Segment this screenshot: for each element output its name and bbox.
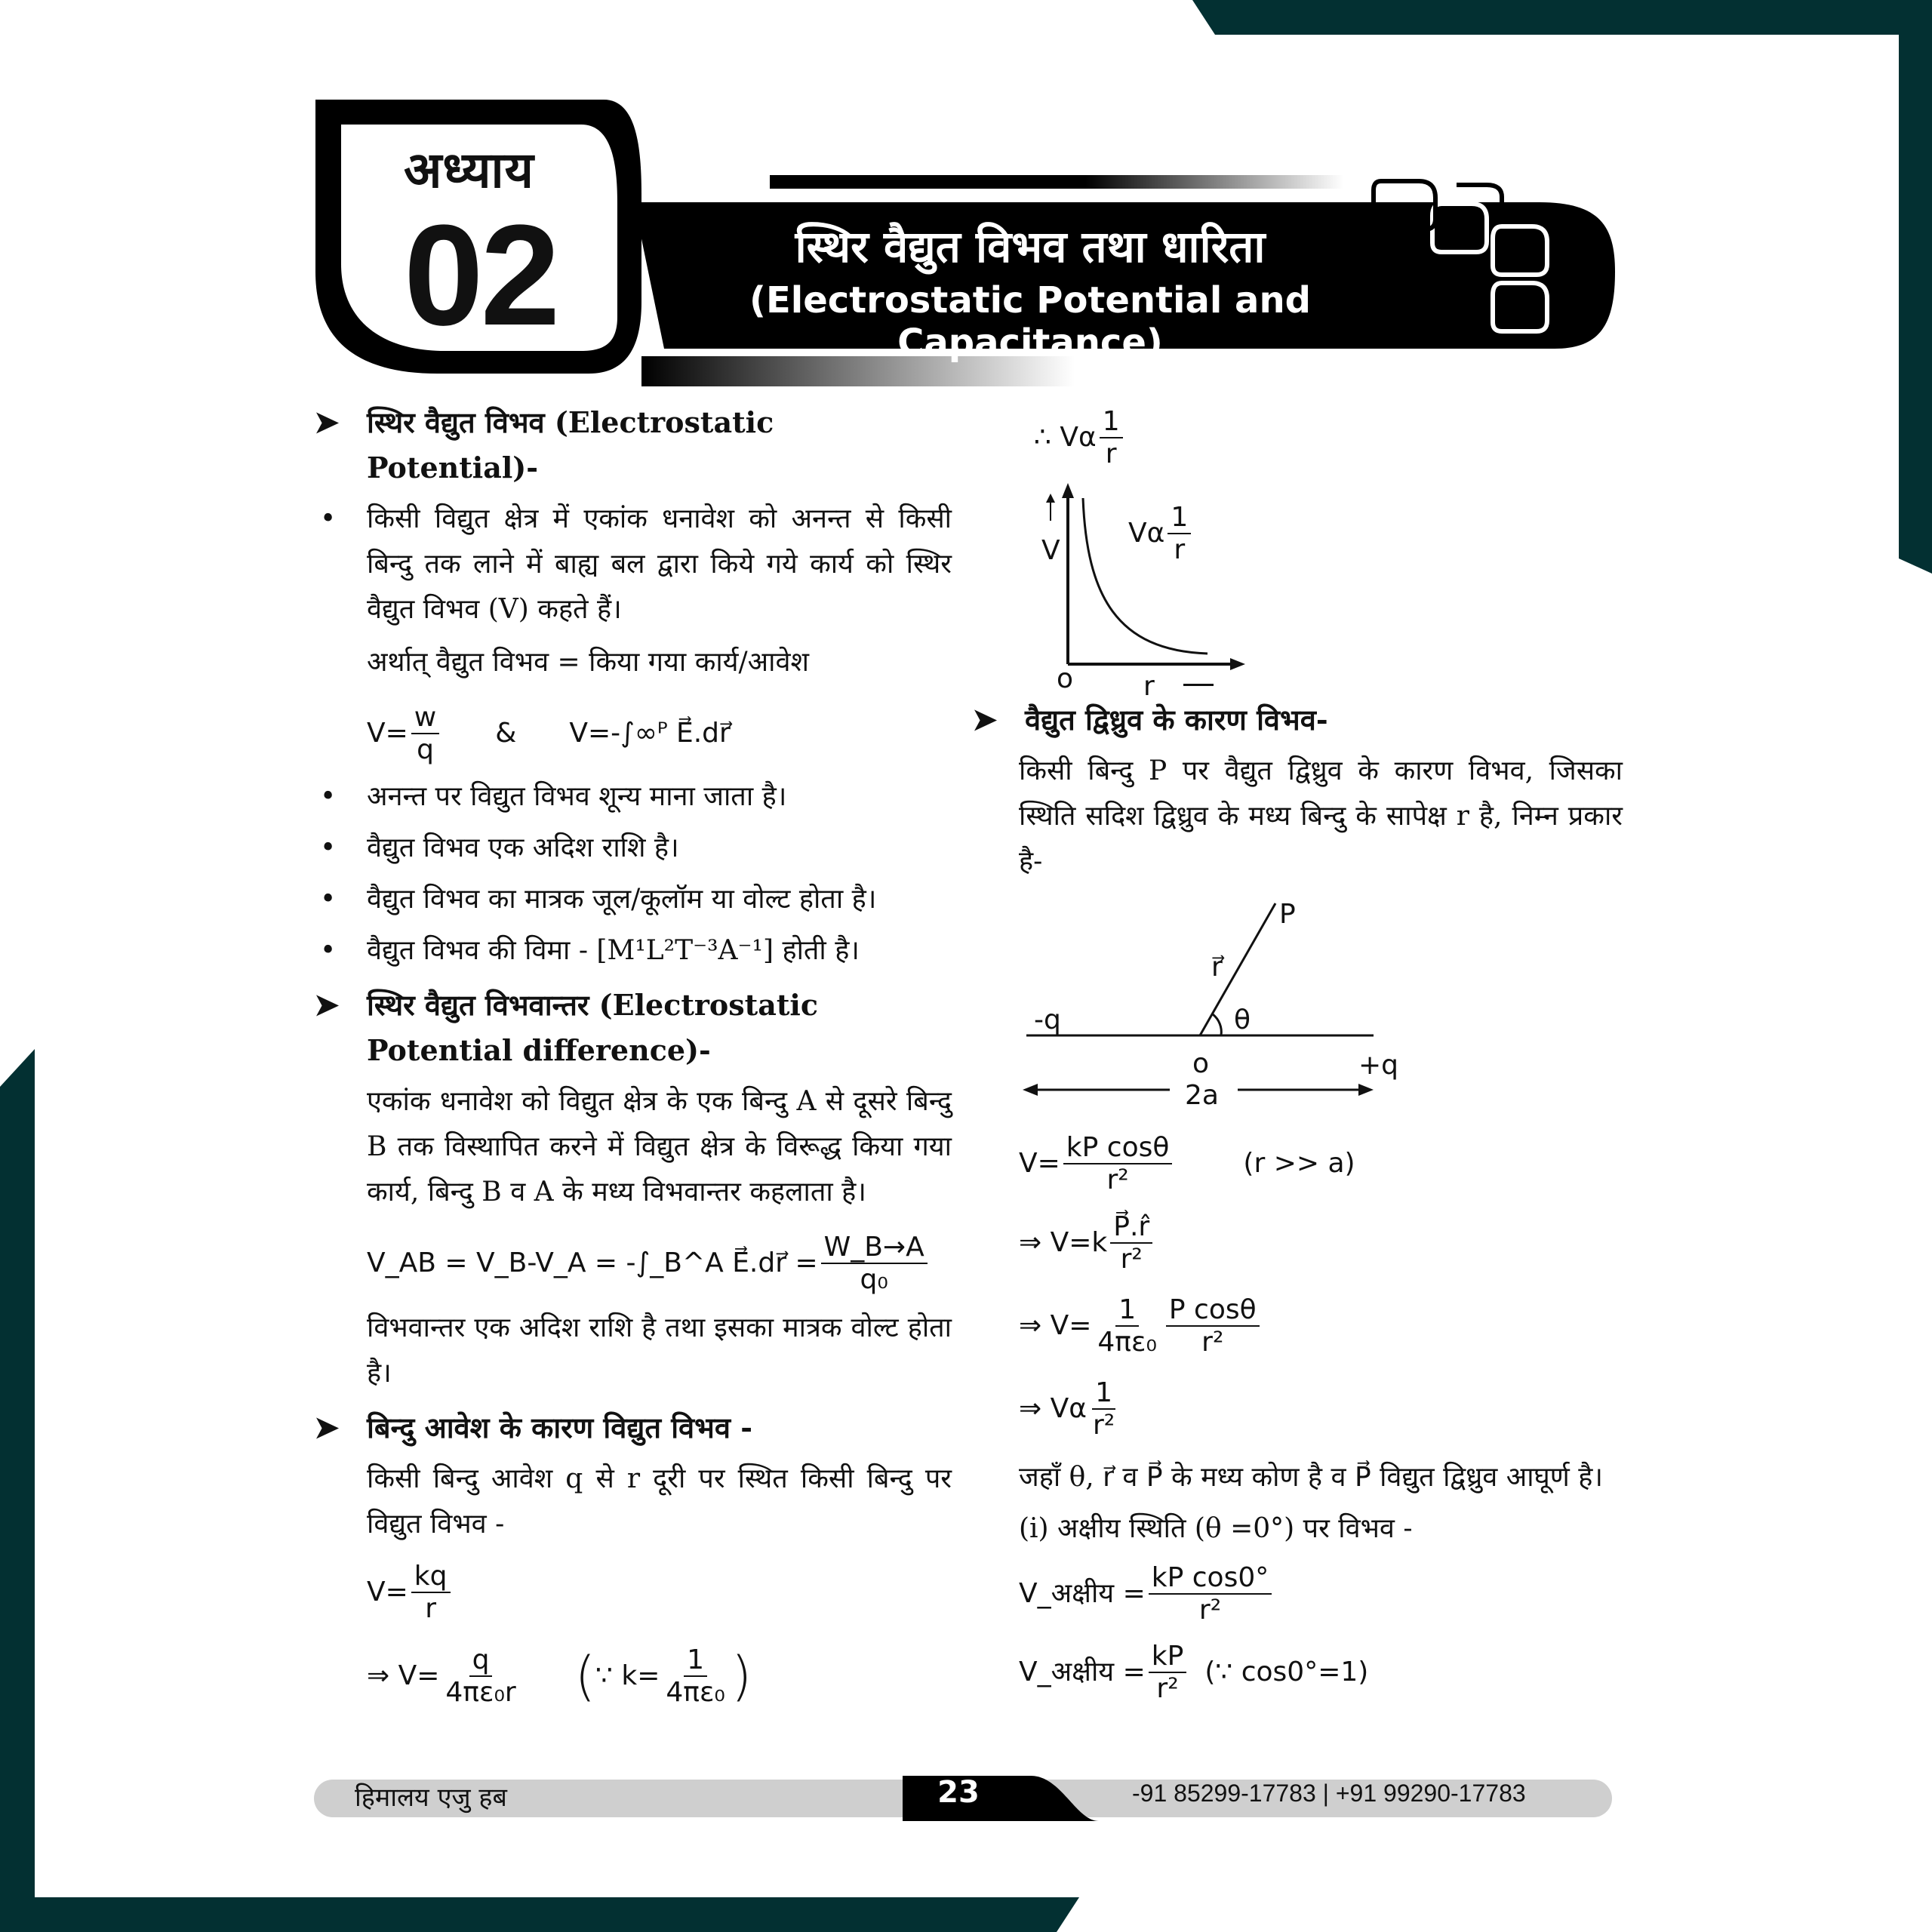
right-column <box>972 400 1623 1710</box>
eq-lhs: ∴ Vα <box>1034 422 1097 453</box>
paragraph: (i) अक्षीय स्थिति (θ =0°) पर विभव - <box>1019 1513 1413 1544</box>
numerator: P⃗.r̂ <box>1110 1211 1152 1244</box>
heading-dipole-potential <box>972 697 1623 743</box>
eq-k: ∵ k= <box>595 1660 660 1691</box>
eq-lhs: ⇒ V= <box>367 1660 440 1691</box>
fraction <box>1166 1294 1260 1358</box>
graph-v-vs-r <box>1019 475 1623 702</box>
equation-coulomb <box>314 1635 952 1718</box>
numerator: 1 <box>1092 1377 1115 1410</box>
numerator: P cosθ <box>1166 1294 1260 1327</box>
fraction <box>411 702 439 766</box>
fraction <box>1149 1562 1272 1626</box>
denominator: r² <box>1198 1595 1222 1626</box>
eq-lhs: V= <box>1019 1148 1060 1179</box>
paren-open: ( <box>574 1645 595 1707</box>
eq-lhs: V_अक्षीय = <box>1019 1657 1146 1687</box>
dipole-lines <box>1019 892 1441 1126</box>
fraction <box>1094 1294 1159 1358</box>
graph-x-label: r <box>1143 671 1155 702</box>
graph-y-label: V <box>1041 535 1060 566</box>
bullet-dot-icon: • <box>320 832 337 863</box>
heading-potential-difference <box>314 983 952 1073</box>
dipole-origin: o <box>1192 1048 1210 1079</box>
curve-label-text: Vα <box>1128 518 1165 549</box>
equation-axial-simplified <box>1019 1635 1623 1710</box>
heading-electrostatic-potential <box>314 400 952 491</box>
numerator: kq <box>411 1561 451 1593</box>
fraction <box>442 1644 518 1709</box>
dipole-point-p: P <box>1279 899 1296 930</box>
contact-phone: -91 85299-17783 | +91 99290-17783 <box>1132 1780 1526 1807</box>
heading-text: स्थिर वैद्युत विभवान्तर (Electrostatic Potential difference)- <box>367 988 818 1067</box>
fraction <box>663 1644 728 1709</box>
numerator: q <box>469 1644 493 1677</box>
bullet-item <box>314 877 952 922</box>
graph-x-arrow-icon <box>1183 684 1214 686</box>
numerator: w <box>411 702 439 734</box>
eq-note: (∵ cos0°=1) <box>1204 1657 1369 1687</box>
arrow-bullet-icon: ➤ <box>314 1410 340 1445</box>
equation-dipole-prop <box>1019 1367 1623 1451</box>
bullet-dot-icon: • <box>320 884 337 915</box>
denominator: r² <box>1156 1673 1179 1704</box>
denominator: 4πε₀r <box>445 1677 516 1708</box>
ampersand: & <box>495 718 517 749</box>
bullet-text: अनन्त पर विद्युत विभव शून्य माना जाता है। <box>367 781 787 812</box>
fraction <box>1063 1132 1173 1196</box>
numerator: 1 <box>684 1644 707 1677</box>
eq-condition: (r >> a) <box>1243 1148 1355 1179</box>
paragraph: किसी बिन्दु आवेश q से r दूरी पर स्थित किसी बिन्दु पर विद्युत विभव - <box>367 1463 952 1540</box>
denominator: r² <box>1120 1244 1143 1275</box>
bullet-item <box>314 497 952 632</box>
bullet-dot-icon: • <box>320 503 337 534</box>
publisher-name: हिमालय एजु हब <box>355 1783 507 1813</box>
denominator: r <box>1174 534 1186 566</box>
heading-text: स्थिर वैद्युत विभव (Electrostatic Potential)- <box>367 405 774 485</box>
dipole-positive-charge: +q <box>1358 1050 1399 1081</box>
eq-lhs: ⇒ V=k <box>1019 1227 1108 1258</box>
equation-dipole-epsilon <box>1019 1284 1623 1367</box>
denominator: r² <box>1092 1410 1115 1441</box>
arrow-bullet-icon: ➤ <box>314 405 340 440</box>
bullet-text: किसी विद्युत क्षेत्र में एकांक धनावेश को अनन्त से किसी बिन्दु तक लाने में बाह्य बल द्वारा किये गये कार्य को स्थिर वैद्युत विभव (V) कहते हैं। <box>367 503 952 625</box>
dipole-diagram <box>1019 892 1623 1126</box>
fraction <box>1090 1377 1118 1441</box>
dipole-r-vector: r⃗ <box>1211 952 1223 983</box>
bullet-text: वैद्युत विभव की विमा - [M¹L²T⁻³A⁻¹] होती है। <box>367 935 860 966</box>
numerator: W_B→A <box>821 1232 928 1264</box>
eq-lhs: V= <box>367 718 408 749</box>
heading-point-charge <box>314 1405 952 1451</box>
denominator: q <box>417 734 434 765</box>
page-number: 23 <box>937 1775 980 1810</box>
numerator: 1 <box>1100 406 1123 438</box>
fraction <box>1100 406 1123 470</box>
bullet-item <box>314 826 952 871</box>
bullet-dot-icon: • <box>320 781 337 812</box>
eq-lhs: ⇒ V= <box>1019 1310 1092 1341</box>
denominator: q₀ <box>860 1264 888 1295</box>
heading-text: वैद्युत द्विध्रुव के कारण विभव- <box>1025 703 1328 737</box>
denominator: r <box>425 1593 437 1624</box>
equation-v-alpha-1-r <box>1019 400 1623 475</box>
bullet-dot-icon: • <box>320 935 337 966</box>
eq-lhs: V_अक्षीय = <box>1019 1578 1146 1609</box>
graph-origin-label: o <box>1057 663 1074 694</box>
arrow-bullet-icon: ➤ <box>314 987 340 1023</box>
equation-potential <box>314 696 952 771</box>
left-column <box>314 400 952 1718</box>
paragraph: अर्थात् वैद्युत विभव = किया गया कार्य/आवेश <box>367 647 809 678</box>
fraction <box>411 1561 451 1625</box>
denominator: 4πε₀ <box>1097 1327 1157 1358</box>
dipole-length: 2a <box>1185 1080 1219 1111</box>
bullet-item <box>314 774 952 820</box>
equation-dipole-dot <box>1019 1201 1623 1284</box>
denominator: r² <box>1106 1164 1129 1195</box>
bullet-text: वैद्युत विभव एक अदिश राशि है। <box>367 832 679 863</box>
chapter-number: 02 <box>404 195 558 355</box>
paragraph: विभवान्तर एक अदिश राशि है तथा इसका मात्रक वोल्ट होता है। <box>367 1312 952 1389</box>
numerator: 1 <box>1115 1294 1139 1327</box>
dipole-negative-charge: -q <box>1034 1004 1061 1035</box>
equation-kq-r <box>314 1555 952 1630</box>
denominator: r² <box>1201 1327 1224 1358</box>
chapter-title-english: (Electrostatic Potential and Capacitance) <box>749 279 1311 364</box>
equation-axial <box>1019 1556 1623 1632</box>
dipole-theta: θ <box>1234 1004 1251 1035</box>
denominator: r <box>1105 438 1117 469</box>
paragraph: जहाँ θ, r⃗ व P⃗ के मध्य कोण है व P⃗ विद्युत द्विध्रुव आघूर्ण है। <box>1019 1462 1604 1493</box>
paragraph: किसी बिन्दु P पर वैद्युत द्विध्रुव के कारण विभव, जिसका स्थिति सदिश द्विध्रुव के मध्य बिन्दु के सापेक्ष r है, निम्न प्रकार है- <box>1019 755 1623 877</box>
fraction <box>821 1232 928 1296</box>
fraction <box>1149 1641 1187 1705</box>
numerator: kP <box>1149 1641 1187 1673</box>
paren-close: ) <box>731 1645 752 1707</box>
bullet-item <box>314 928 952 974</box>
bullet-text: वैद्युत विभव का मात्रक जूल/कूलॉम या वोल्ट होता है। <box>367 884 877 915</box>
denominator: 4πε₀ <box>666 1677 725 1708</box>
eq-lhs: ⇒ Vα <box>1019 1393 1087 1424</box>
eq-lhs: V_AB = V_B-V_A = -∫_B^A E⃗.dr⃗ = <box>367 1247 818 1278</box>
heading-text: बिन्दु आवेश के कारण विद्युत विभव - <box>367 1411 753 1444</box>
equation-potential-difference <box>314 1226 952 1301</box>
chapter-title-hindi: स्थिर वैद्युत विभव तथा धारिता <box>795 221 1266 272</box>
chapter-label: अध्याय <box>404 140 534 199</box>
fraction <box>1168 502 1191 566</box>
graph-curve-label <box>1128 502 1194 566</box>
arrow-bullet-icon: ➤ <box>972 702 998 737</box>
numerator: kP cosθ <box>1063 1132 1173 1164</box>
numerator: 1 <box>1168 502 1191 534</box>
eq-integral: V=-∫∞ᴾ E⃗.dr⃗ <box>569 718 731 749</box>
fraction <box>1110 1211 1152 1275</box>
numerator: kP cos0° <box>1149 1562 1272 1595</box>
paragraph: एकांक धनावेश को विद्युत क्षेत्र के एक बिन्दु A से दूसरे बिन्दु B तक विस्थापित करने में विद्युत क्षेत्र के विरूद्ध किया गया कार्य, बिन्दु B व A के मध्य विभवान्तर कहलाता है। <box>367 1086 952 1208</box>
equation-dipole-v <box>1019 1126 1623 1201</box>
eq-lhs: V= <box>367 1577 408 1607</box>
